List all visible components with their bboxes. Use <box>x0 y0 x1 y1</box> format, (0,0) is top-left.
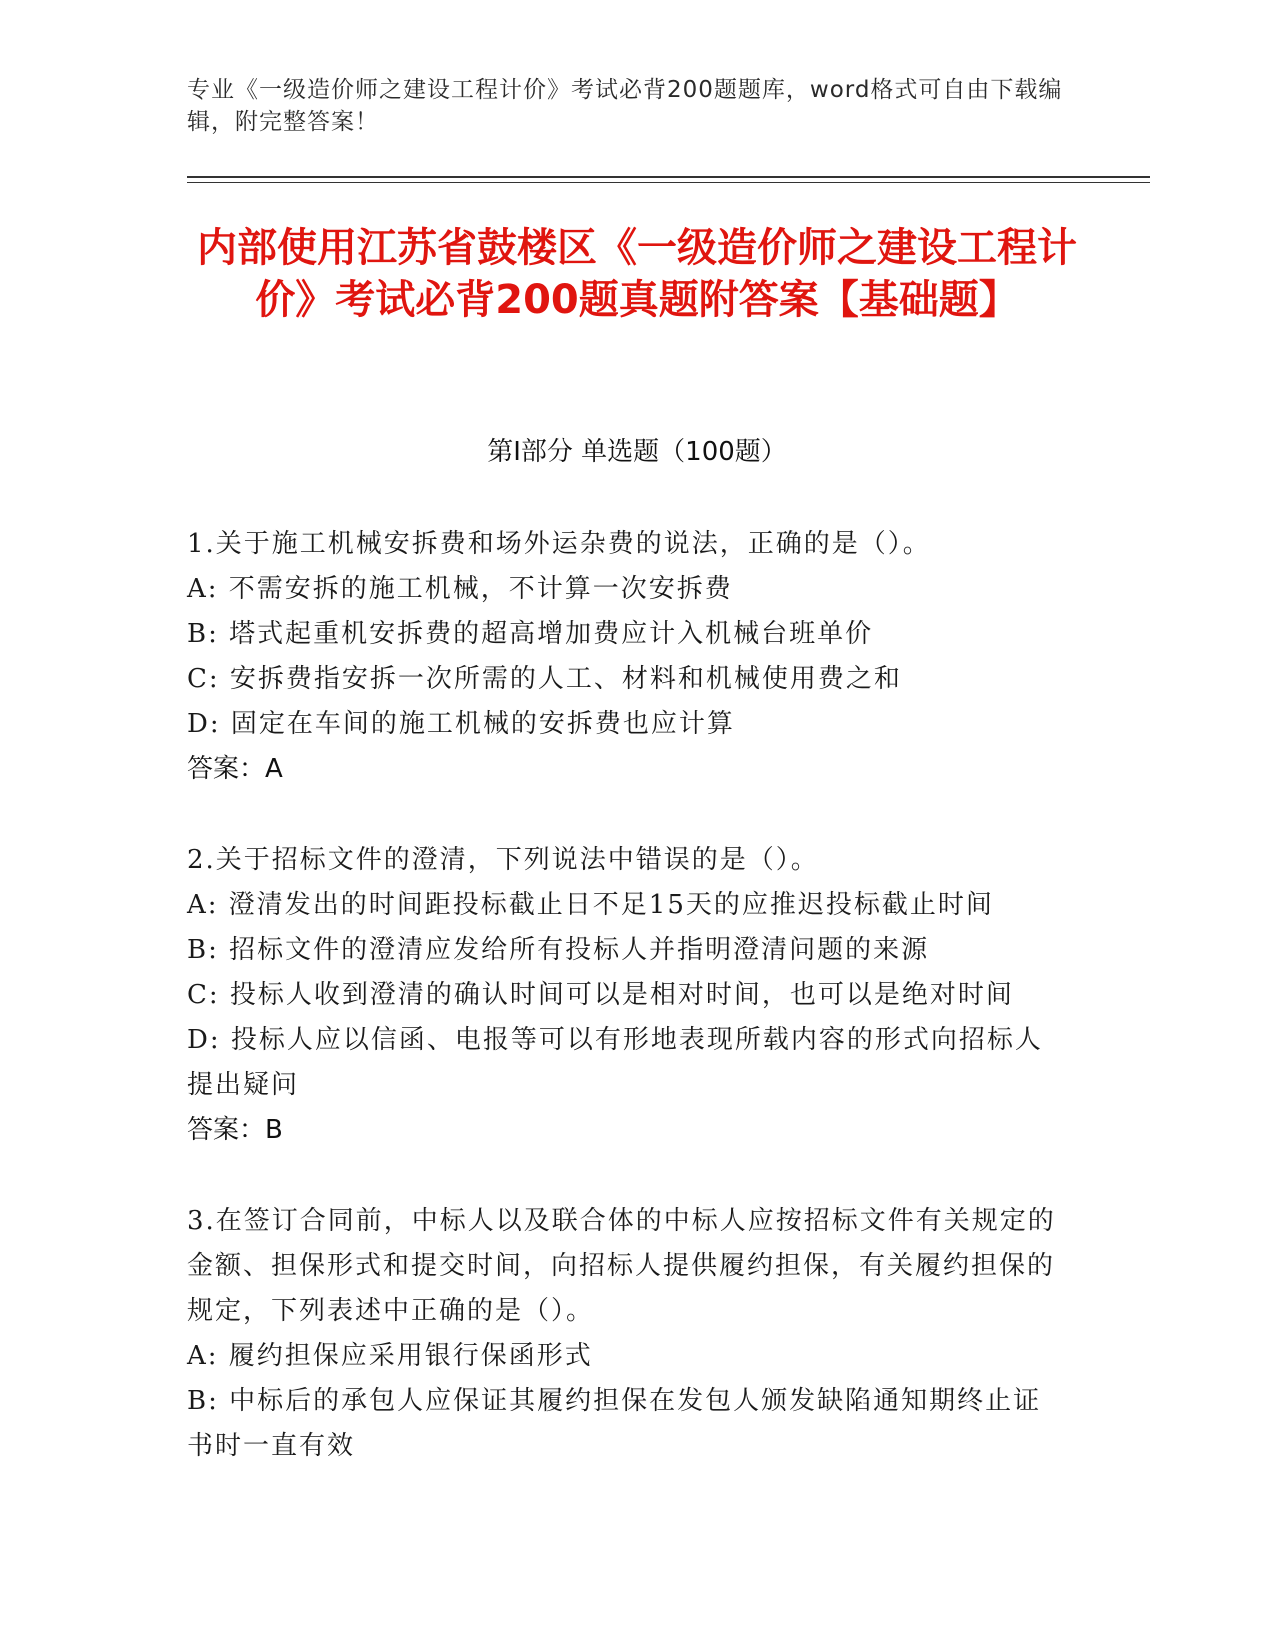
question-1 <box>187 522 1067 792</box>
option-c: C: 安拆费指安拆一次所需的人工、材料和机械使用费之和 <box>187 664 902 694</box>
option-d: D: 固定在车间的施工机械的安拆费也应计算 <box>187 709 735 739</box>
question-3 <box>187 1199 1067 1469</box>
option-a: A: 不需安拆的施工机械，不计算一次安拆费 <box>187 574 733 604</box>
option-a: A: 履约担保应采用银行保函形式 <box>187 1341 593 1371</box>
answer-line: 答案：B <box>187 1115 283 1145</box>
question-stem: 2.关于招标文件的澄清，下列说法中错误的是（）。 <box>187 845 819 875</box>
option-b: B: 塔式起重机安拆费的超高增加费应计入机械台班单价 <box>187 619 874 649</box>
question-stem: 1.关于施工机械安拆费和场外运杂费的说法，正确的是（）。 <box>187 529 931 559</box>
header-divider-thin <box>187 182 1150 183</box>
question-2 <box>187 838 1067 1153</box>
document-title: 内部使用江苏省鼓楼区《一级造价师之建设工程计价》考试必背200题真题附答案【基础题】 <box>197 225 1077 323</box>
option-b: B: 招标文件的澄清应发给所有投标人并指明澄清问题的来源 <box>187 935 930 965</box>
question-list <box>187 522 1067 1515</box>
option-c: C: 投标人收到澄清的确认时间可以是相对时间，也可以是绝对时间 <box>187 980 1014 1010</box>
header-note: 专业《一级造价师之建设工程计价》考试必背200题题库，word格式可自由下载编辑，附完整答案！ <box>187 77 1063 135</box>
answer-line: 答案：A <box>187 754 283 784</box>
question-stem: 3.在签订合同前，中标人以及联合体的中标人应按招标文件有关规定的金额、担保形式和提交时间，向招标人提供履约担保，有关履约担保的规定，下列表述中正确的是（）。 <box>187 1206 1056 1326</box>
option-d: D: 投标人应以信函、电报等可以有形地表现所载内容的形式向招标人提出疑问 <box>187 1025 1043 1100</box>
option-a: A: 澄清发出的时间距投标截止日不足15天的应推迟投标截止时间 <box>187 890 994 920</box>
section-title: 第I部分 单选题（100题） <box>487 437 787 467</box>
option-b: B: 中标后的承包人应保证其履约担保在发包人颁发缺陷通知期终止证书时一直有效 <box>187 1386 1042 1461</box>
header-divider-thick <box>187 176 1150 178</box>
